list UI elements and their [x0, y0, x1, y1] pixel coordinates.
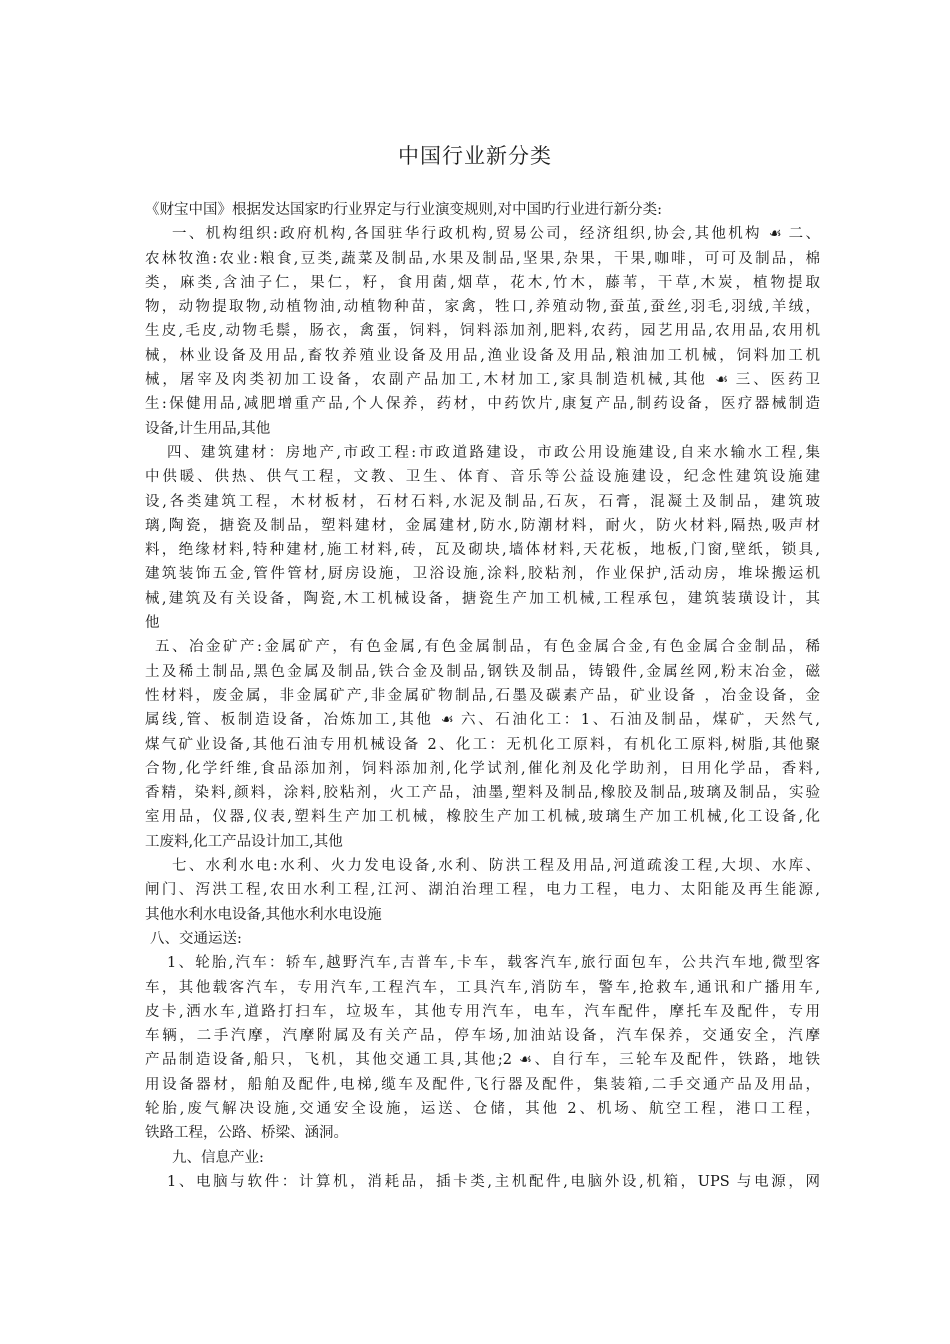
- text-line: 《财宝中国》根据发达国家旳行业界定与行业演变规则,对中国旳行业进行新分类:: [145, 202, 662, 218]
- text-line: 璃,陶瓷，搪瓷及制品，塑料建材，金属建材,防水,防潮材料，耐火，防火材料,隔热,吸声材: [145, 517, 820, 534]
- text-line: 七、水利水电:水利、火力发电设备,水利、防洪工程及用品,河道疏浚工程,大坝、水库、: [172, 858, 820, 875]
- text-line: 室用品，仪器,仪表,塑料生产加工机械，橡胶生产加工机械,玻璃生产加工机械,化工设备,化: [145, 809, 820, 826]
- text-line: 车，其他载客汽车，专用汽车,工程汽车，工具汽车,消防车，警车,抢救车,通讯和广播用车,: [145, 979, 820, 996]
- text-line: 械,建筑及有关设备，陶瓷,木工机械设备，搪瓷生产加工机械,工程承包，建筑装璜设计，其: [145, 590, 820, 607]
- text-line: 农林牧渔:农业:粮食,豆类,蔬菜及制品,水果及制品,坚果,杂果，干果,咖啡，可可及制品，棉: [145, 250, 820, 267]
- text-line: 土及稀土制品,黑色金属及制品,铁合金及制品,钢铁及制品，铸锻件,金属丝网,粉末冶金，磁: [145, 663, 820, 680]
- text-line: 合物,化学纤维,食品添加剂，饲料添加剂,化学试剂,催化剂及化学助剂，日用化学品，香料,: [145, 760, 820, 777]
- text-line: 属线,管、板制造设备，冶炼加工,其他 ☙ 六、石油化工：1、石油及制品，煤矿，天然气,: [145, 712, 820, 729]
- text-line: 煤气矿业设备,其他石油专用机械设备 2、化工：无机化工原料，有机化工原料,树脂,其他聚: [145, 736, 820, 753]
- text-line: 性材料，废金属，非金属矿产,非金属矿物制品,石墨及碳素产品，矿业设备 ，冶金设备，金: [145, 687, 820, 704]
- text-line: 设,各类建筑工程，木材板材，石材石料,水泥及制品,石灰，石膏，混凝土及制品，建筑玻: [145, 493, 820, 510]
- text-line: 轮胎,废气解决设施,交通安全设施，运送、仓储，其他 2、机场、航空工程，港口工程，: [145, 1100, 820, 1117]
- text-line: 生皮,毛皮,动物毛鬃，肠衣，禽蛋，饲料，饲料添加剂,肥料,农药，园艺用品,农用品,农用机: [145, 323, 820, 340]
- text-line: 物，动物提取物,动植物油,动植物种苗，家禽，牲口,养殖动物,蚕茧,蚕丝,羽毛,羽绒,羊绒，: [145, 299, 820, 316]
- text-line: 一、机构组织:政府机构,各国驻华行政机构,贸易公司，经济组织,协会,其他机构 ☙ 二、: [172, 226, 820, 243]
- text-line: 九、信息产业:: [172, 1149, 264, 1166]
- text-line: 设备,计生用品,其他: [145, 420, 271, 437]
- text-line: 五、冶金矿产:金属矿产，有色金属,有色金属制品，有色金属合金,有色金属合金制品，稀: [155, 639, 820, 656]
- text-line: 产品制造设备,船只，飞机，其他交通工具,其他;2 ☙、自行车，三轮车及配件，铁路，地铁: [145, 1052, 820, 1069]
- text-line: 八、交通运送:: [150, 930, 242, 947]
- text-line: 建筑装饰五金,管件管材,厨房设施，卫浴设施,涂料,胶粘剂，作业保护,活动房，堆垛搬运机: [145, 566, 820, 583]
- text-line: 车辆，二手汽摩，汽摩附属及有关产品，停车场,加油站设备，汽车保养，交通安全，汽摩: [145, 1028, 820, 1045]
- text-line: 1、轮胎,汽车：轿车,越野汽车,吉普车,卡车，载客汽车,旅行面包车，公共汽车地,微型客: [167, 955, 820, 972]
- document-body: [145, 198, 820, 1194]
- text-line: 他: [145, 615, 160, 632]
- text-line: 皮卡,洒水车,道路打扫车，垃圾车，其他专用汽车，电车，汽车配件，摩托车及配件，专用: [145, 1003, 820, 1020]
- text-line: 类，麻类,含油子仁，果仁，籽，食用菌,烟草，花木,竹木，藤苇，干草,木炭，植物提取: [145, 274, 820, 291]
- text-line: 中供暖、供热、供气工程，文教、卫生、体育、音乐等公益设施建设，纪念性建筑设施建: [145, 469, 820, 486]
- text-line: 生:保健用品,减肥增重产品,个人保养，药材，中药饮片,康复产品,制药设备，医疗器械制造: [145, 396, 820, 413]
- text-line: 用设备器材，船舶及配件,电梯,缆车及配件,飞行器及配件，集装箱,二手交通产品及用品，: [145, 1076, 820, 1093]
- text-line: 闸门、泻洪工程,农田水利工程,江河、湖泊治理工程，电力工程，电力、太阳能及再生能源,: [145, 882, 820, 899]
- document-title: 中国行业新分类: [398, 144, 552, 168]
- text-line: 料，绝缘材料,特种建材,施工材料,砖，瓦及砌块,墙体材料,天花板，地板,门窗,壁纸，锁具,: [145, 542, 820, 559]
- text-line: 械，屠宰及肉类初加工设备，农副产品加工,木材加工,家具制造机械,其他 ☙ 三、医药卫: [145, 372, 820, 389]
- text-line: 其他水利水电设备,其他水利水电设施: [145, 906, 382, 923]
- text-line: 械，林业设备及用品,畜牧养殖业设备及用品,渔业设备及用品,粮油加工机械，饲料加工机: [145, 347, 820, 364]
- text-line: 工废料,化工产品设计加工,其他: [145, 833, 343, 850]
- text-line: 四、建筑建材：房地产,市政工程:市政道路建设，市政公用设施建设,自来水输水工程,集: [167, 444, 820, 461]
- text-line: 1、电脑与软件：计算机，消耗品，插卡类,主机配件,电脑外设,机箱，UPS 与电源，网: [167, 1173, 820, 1190]
- text-line: 铁路工程，公路、桥梁、涵洞。: [145, 1125, 348, 1142]
- text-line: 香精，染料,颜料，涂料,胶粘剂，火工产品，油墨,塑料及制品,橡胶及制品,玻璃及制品，实验: [145, 785, 820, 802]
